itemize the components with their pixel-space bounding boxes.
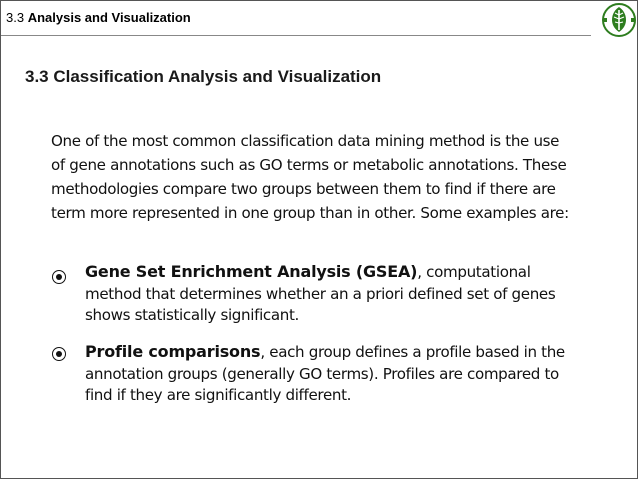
- bullet-line: method that determines whether an a priori defined set of genes: [85, 284, 556, 303]
- bullet-line: annotation groups (generally GO terms). Profiles are compared to: [85, 364, 559, 383]
- bullet-first-line: [85, 261, 605, 284]
- bullet-icon: [52, 347, 66, 361]
- bullet-icon: [52, 270, 66, 284]
- bullet-first-line: [85, 341, 605, 364]
- bullet-first-line-rest: , each group defines a profile based in the: [260, 343, 565, 361]
- page-title: 3.3 Classification Analysis and Visualization: [25, 67, 382, 86]
- intro-line: term more represented in one group than in other. Some examples are:: [51, 204, 569, 222]
- header-bar: [1, 1, 591, 36]
- intro-paragraph: [51, 129, 607, 225]
- bullet-line: find if they are significantly different.: [85, 386, 352, 404]
- bullet-line: shows statistically significant.: [85, 306, 299, 324]
- bullet-text: [85, 261, 605, 327]
- bullet-first-line-rest: , computational: [417, 263, 531, 281]
- bullet-text: [85, 341, 605, 407]
- intro-line: One of the most common classification data mining method is the use: [51, 132, 560, 150]
- header-section-name: Analysis and Visualization: [27, 10, 191, 25]
- intro-line: methodologies compare two groups between them to find if there are: [51, 180, 556, 198]
- bullet-term: Gene Set Enrichment Analysis (GSEA): [85, 262, 418, 281]
- bullet-term: Profile comparisons: [85, 342, 261, 361]
- header-title: [6, 10, 191, 25]
- intro-line: of gene annotations such as GO terms or metabolic annotations. These: [51, 156, 567, 174]
- header-section-number: 3.3: [6, 10, 25, 25]
- leaf-logo-icon: [601, 1, 637, 39]
